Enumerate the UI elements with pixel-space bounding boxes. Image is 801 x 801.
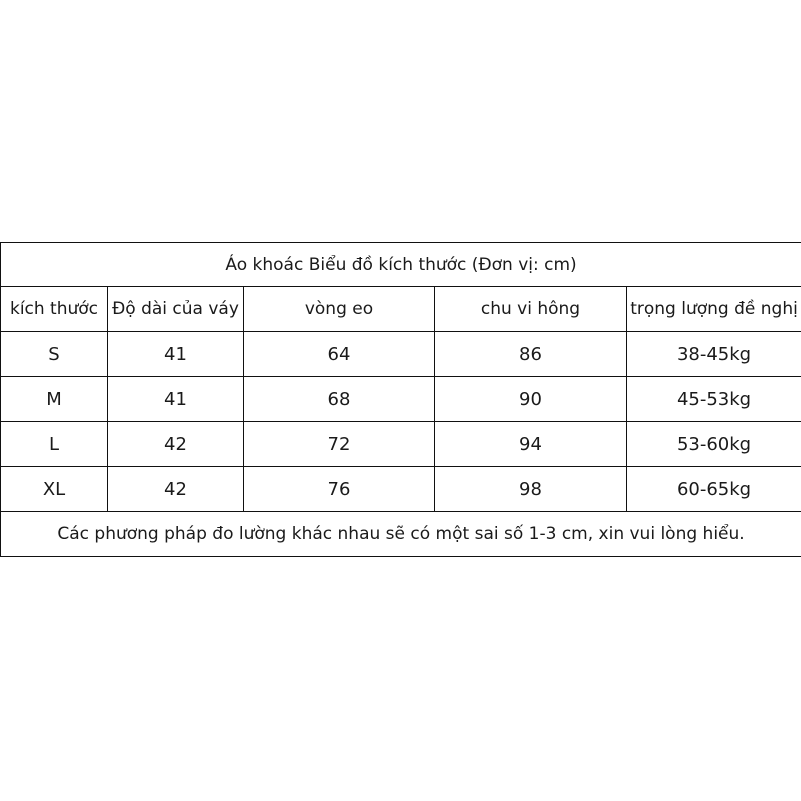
cell-length: 41 [108, 377, 244, 422]
cell-waist: 64 [244, 332, 435, 377]
table-note: Các phương pháp đo lường khác nhau sẽ có một sai số 1-3 cm, xin vui lòng hiểu. [1, 512, 801, 557]
header-waist: vòng eo [244, 287, 435, 332]
cell-length: 42 [108, 422, 244, 467]
cell-weight: 53-60kg [627, 422, 801, 467]
cell-size: M [1, 377, 108, 422]
cell-hip: 98 [435, 467, 627, 512]
cell-hip: 86 [435, 332, 627, 377]
table-row [1, 467, 801, 512]
cell-size: XL [1, 467, 108, 512]
cell-weight: 38-45kg [627, 332, 801, 377]
table-row [1, 422, 801, 467]
table-title: Áo khoác Biểu đồ kích thước (Đơn vị: cm) [1, 243, 801, 287]
size-chart-table [0, 242, 801, 557]
cell-waist: 76 [244, 467, 435, 512]
table-row [1, 332, 801, 377]
cell-size: L [1, 422, 108, 467]
cell-length: 42 [108, 467, 244, 512]
cell-waist: 72 [244, 422, 435, 467]
cell-weight: 60-65kg [627, 467, 801, 512]
note-row [1, 512, 801, 557]
table-row [1, 377, 801, 422]
table-title-row [1, 243, 801, 287]
header-hip: chu vi hông [435, 287, 627, 332]
header-weight: trọng lượng đề nghị [627, 287, 801, 332]
cell-size: S [1, 332, 108, 377]
cell-weight: 45-53kg [627, 377, 801, 422]
cell-waist: 68 [244, 377, 435, 422]
header-row [1, 287, 801, 332]
cell-hip: 94 [435, 422, 627, 467]
header-length: Độ dài của váy [108, 287, 244, 332]
cell-length: 41 [108, 332, 244, 377]
cell-hip: 90 [435, 377, 627, 422]
header-size: kích thước [1, 287, 108, 332]
